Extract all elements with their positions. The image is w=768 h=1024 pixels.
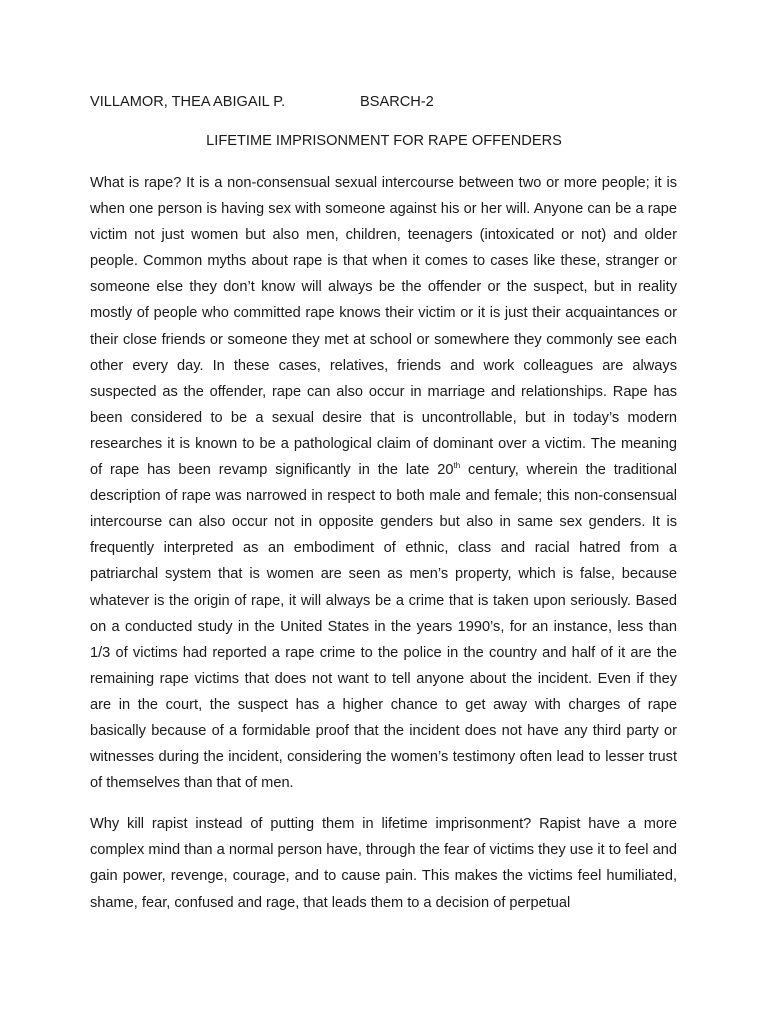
document-body: [90, 170, 677, 931]
document-header: [90, 94, 680, 114]
paragraph-1-text-a: What is rape? It is a non-consensual sexual intercourse between two or more people; it is when one person is having sex with someone against his or her will. Anyone can be a rape victim not just women but also men, children, teenagers (intoxicated or not) and older people. Common myths about rape is that when it comes to cases like these, stranger or someone else they don’t know will always be the offender or the suspect, but in reality mostly of people who committed rape knows their victim or it is just their acquaintances or their close friends or someone they met at school or somewhere they commonly see each other every day. In these cases, relatives, friends and work colleagues are always suspected as the offender, rape can also occur in marriage and relationships. Rape has been considered to be a sexual desire that is uncontrollable, but in today’s modern researches it is known to be a pathological claim of dominant over a victim. The meaning of rape has been revamp significantly in the late 20: [90, 175, 677, 479]
course-section: BSARCH-2: [360, 94, 434, 110]
paragraph-1: [90, 170, 677, 796]
paragraph-1-text-b: century, wherein the traditional description of rape was narrowed in respect to both male and female; this non-consensual intercourse can also occur not in opposite genders but also in same sex genders. It is frequently interpreted as an embodiment of ethnic, class and racial hatred from a patriarchal system that is women are seen as men’s property, which is false, because whatever is the origin of rape, it will always be a crime that is taken upon seriously. Based on a conducted study in the United States in the years 1990’s, for an instance, less than 1/3 of victims had reported a rape crime to the police in the country and half of it are the remaining rape victims that does not want to tell anyone about the incident. Even if they are in the court, the suspect has a higher chance to get away with charges of rape basically because of a formidable proof that the incident does not have any third party or witnesses during the incident, considering the women’s testimony often lead to lesser trust of themselves than that of men.: [90, 462, 678, 792]
author-name: VILLAMOR, THEA ABIGAIL P.: [90, 94, 286, 110]
paragraph-2: Why kill rapist instead of putting them in lifetime imprisonment? Rapist have a more complex mind than a normal person have, through the fear of victims they use it to feel and gain power, revenge, courage, and to cause pain. This makes the victims feel humiliated, shame, fear, confused and rage, that leads them to a decision of perpetual: [90, 816, 677, 911]
document-title: LIFETIME IMPRISONMENT FOR RAPE OFFENDERS: [206, 133, 562, 149]
ordinal-superscript: th: [453, 461, 461, 471]
